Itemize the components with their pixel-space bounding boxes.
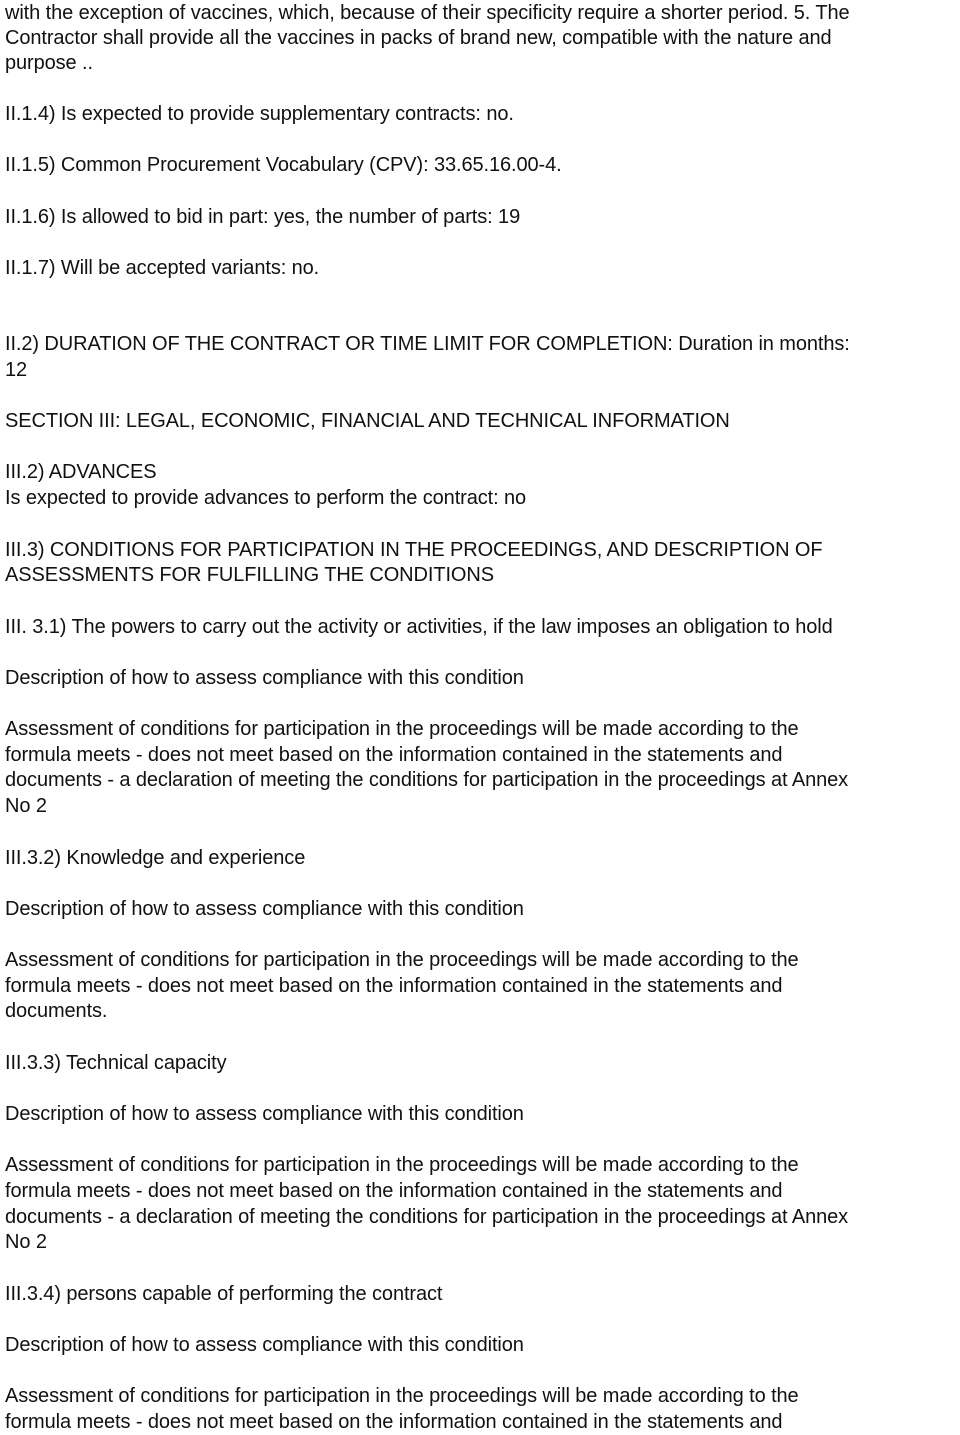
text-line: III.3.4) persons capable of performing the contract bbox=[5, 1283, 443, 1305]
text-line: formula meets - does not meet based on the information contained in the statements and bbox=[5, 744, 783, 766]
text-line: Assessment of conditions for participation in the proceedings will be made according to the bbox=[5, 1385, 799, 1407]
text-line: formula meets - does not meet based on the information contained in the statements and bbox=[5, 975, 783, 997]
text-line: formula meets - does not meet based on the information contained in the statements and bbox=[5, 1411, 783, 1433]
text-line: No 2 bbox=[5, 1231, 47, 1253]
text-line: II.1.4) Is expected to provide supplementary contracts: no. bbox=[5, 103, 514, 125]
section-heading: SECTION III: LEGAL, ECONOMIC, FINANCIAL AND TECHNICAL INFORMATION bbox=[5, 410, 730, 432]
text-line: II.1.7) Will be accepted variants: no. bbox=[5, 257, 320, 279]
text-line: No 2 bbox=[5, 795, 47, 817]
text-line: formula meets - does not meet based on the information contained in the statements and bbox=[5, 1180, 783, 1202]
text-line: documents. bbox=[5, 1000, 108, 1022]
text-line: II.2) DURATION OF THE CONTRACT OR TIME LIMIT FOR COMPLETION: Duration in months: bbox=[5, 333, 850, 355]
text-line: II.1.5) Common Procurement Vocabulary (CPV): 33.65.16.00-4. bbox=[5, 154, 562, 176]
text-line: documents - a declaration of meeting the conditions for participation in the proceedings at Annex bbox=[5, 1206, 849, 1228]
text-line: documents - a declaration of meeting the conditions for participation in the proceedings at Annex bbox=[5, 769, 849, 791]
text-line: Contractor shall provide all the vaccines in packs of brand new, compatible with the nature and bbox=[5, 27, 832, 49]
text-line: Description of how to assess compliance with this condition bbox=[5, 898, 524, 920]
text-line: Is expected to provide advances to perform the contract: no bbox=[5, 487, 527, 509]
text-line: Description of how to assess compliance with this condition bbox=[5, 1103, 524, 1125]
text-line: ASSESSMENTS FOR FULFILLING THE CONDITIONS bbox=[5, 564, 494, 586]
text-line: III.3.3) Technical capacity bbox=[5, 1052, 227, 1074]
text-line: Assessment of conditions for participation in the proceedings will be made according to the bbox=[5, 718, 799, 740]
text-line: III.3.2) Knowledge and experience bbox=[5, 847, 306, 869]
text-line: III.3) CONDITIONS FOR PARTICIPATION IN THE PROCEEDINGS, AND DESCRIPTION OF bbox=[5, 539, 823, 561]
text-line: III. 3.1) The powers to carry out the activity or activities, if the law imposes an obligation to hold bbox=[5, 616, 833, 638]
text-line: II.1.6) Is allowed to bid in part: yes, the number of parts: 19 bbox=[5, 206, 521, 228]
text-line: III.2) ADVANCES bbox=[5, 461, 157, 483]
text-line: Assessment of conditions for participation in the proceedings will be made according to the bbox=[5, 949, 799, 971]
text-line: Description of how to assess compliance with this condition bbox=[5, 1334, 524, 1356]
text-line: purpose .. bbox=[5, 52, 93, 74]
text-line: 12 bbox=[5, 359, 28, 381]
text-line: Assessment of conditions for participation in the proceedings will be made according to the bbox=[5, 1154, 799, 1176]
text-line: Description of how to assess compliance with this condition bbox=[5, 667, 524, 689]
text-line: with the exception of vaccines, which, because of their specificity require a shorter period. 5. The bbox=[5, 2, 850, 24]
